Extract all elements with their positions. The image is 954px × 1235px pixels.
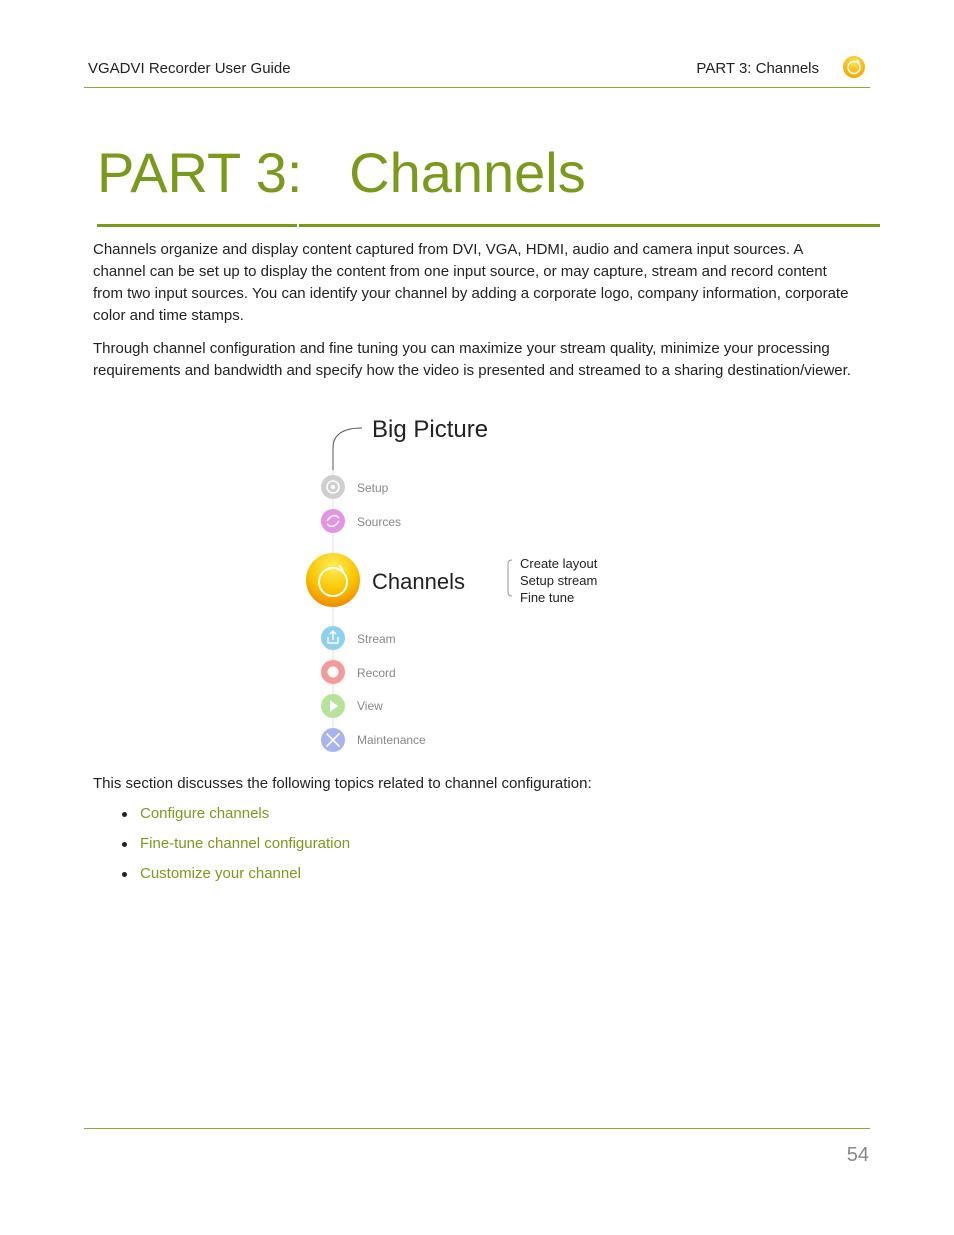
task-item: Fine tune [520,590,575,605]
current-step-label: Channels [372,569,465,594]
task-item: Setup stream [520,573,598,588]
step-stream [321,626,396,650]
footer-rule [84,1128,870,1129]
header-doc-title: VGADVI Recorder User Guide [88,60,291,77]
big-picture-diagram [300,408,640,768]
header-section: PART 3: Channels [696,60,819,77]
link-configure-channels[interactable]: Configure channels [140,805,270,822]
step-label: Maintenance [357,733,426,747]
step-maintenance [321,728,426,752]
title-part: PART 3: [97,141,303,204]
step-view [321,694,383,718]
link-customize-channel[interactable]: Customize your channel [140,865,301,882]
task-item: Create layout [520,556,598,571]
step-sources [321,509,401,533]
step-label: Setup [357,481,389,495]
step-label: Sources [357,515,402,529]
list-item [120,833,350,863]
tasks-bracket [508,560,512,596]
bullet-icon [122,812,127,817]
diagram-heading: Big Picture [372,416,489,443]
sources-icon [321,509,345,533]
config-paragraph: Through channel configuration and fine tuning you can maximize your stream quality, minimize your processing requirements and bandwidth and specify how the video is presented and streamed to a sharing destination/viewer. [93,340,851,379]
bullet-icon [122,872,127,877]
channels-icon [306,553,360,607]
step-label: Record [357,666,396,680]
step-channels-current [306,553,598,607]
page-number: 54 [846,1144,869,1166]
step-label: Stream [357,632,396,646]
channels-icon [842,55,866,79]
title-rule [299,224,880,227]
list-item [120,803,350,833]
intro-paragraph: Channels organize and display content captured from DVI, VGA, HDMI, audio and camera input sources. A channel can be set up to display the content from one input source, or may capture, stream and record content from two input sources. You can identify your channel by adding a corporate logo, company information, corporate color and time stamps. [93,241,849,324]
heading-bracket [333,428,362,470]
header-rule [84,87,870,88]
step-setup [321,475,389,499]
topics-intro: This section discusses the following topics related to channel configuration: [93,775,592,792]
link-fine-tune[interactable]: Fine-tune channel configuration [140,835,351,852]
page-title [97,140,586,205]
list-item [120,863,350,893]
title-name: Channels [349,141,586,204]
step-record [321,660,396,684]
title-rule [97,224,297,227]
step-label: View [357,699,383,713]
bullet-icon [122,842,127,847]
topics-list [120,803,350,893]
